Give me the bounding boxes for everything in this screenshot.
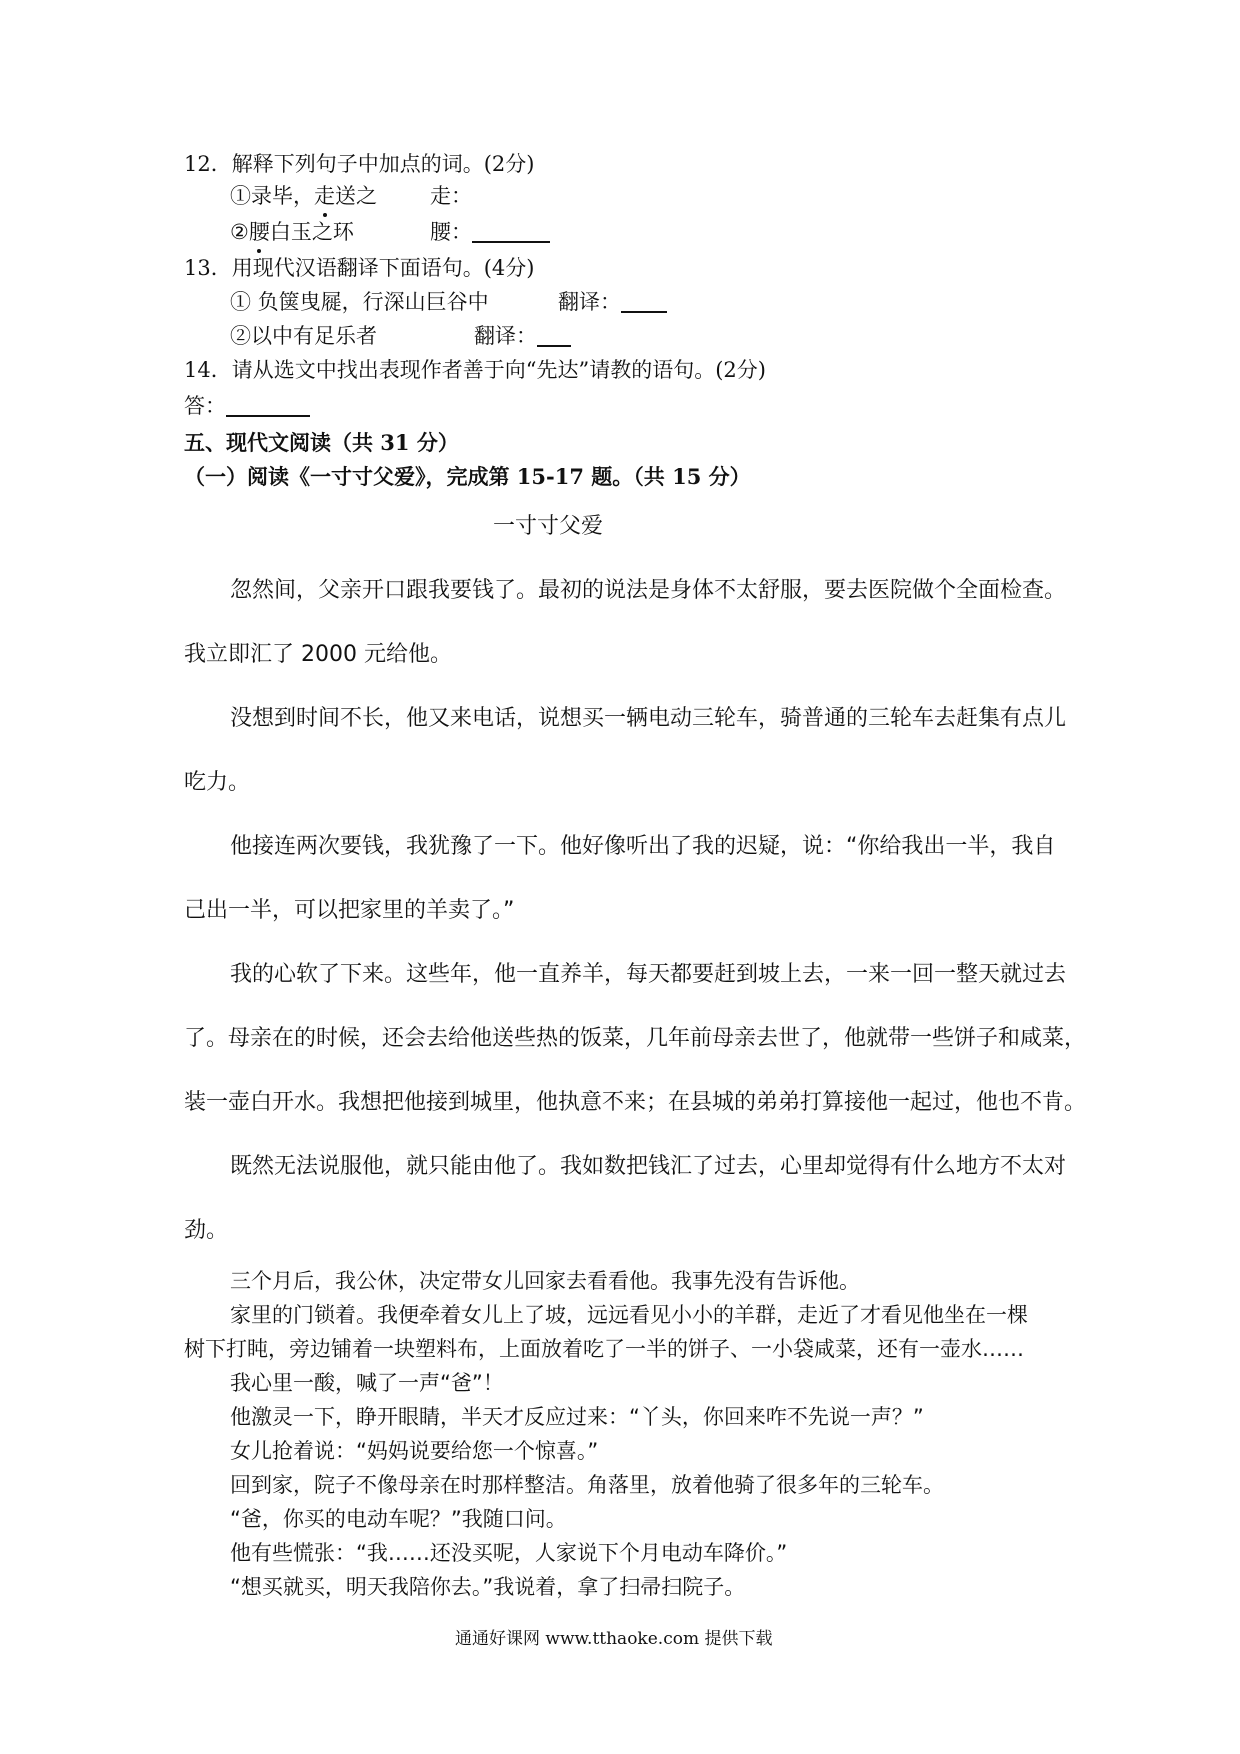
q12-item2-label: 腰： — [430, 220, 472, 244]
section-subheading: （一）阅读《一寸寸父爱》，完成第 15-17 题。（共 15 分） — [184, 464, 751, 489]
paragraph-line: 吃力。 — [184, 770, 251, 795]
article-title: 一寸寸父爱 — [493, 514, 604, 539]
paragraph-line: 他有些慌张：“我……还没买呢，人家说下个月电动车降价。” — [230, 1541, 788, 1565]
paragraph-line: “爸，你买的电动车呢？”我随口问。 — [230, 1507, 567, 1531]
q13-item1-label: 翻译： — [558, 290, 621, 314]
paragraph-line: 己出一半，可以把家里的羊卖了。” — [184, 898, 515, 923]
answer-blank[interactable] — [621, 291, 667, 313]
paragraph-line: 了。母亲在的时候，还会去给他送些热的饭菜，几年前母亲去世了，他就带一些饼子和咸菜， — [184, 1026, 1087, 1051]
paragraph-line: 回到家，院子不像母亲在时那样整洁。角落里，放着他骑了很多年的三轮车。 — [230, 1473, 944, 1497]
paragraph-line: 三个月后，我公休，决定带女儿回家去看看他。我事先没有告诉他。 — [230, 1269, 860, 1293]
q14-stem: 14．请从选文中找出表现作者善于向“先达”请教的语句。(2分) — [184, 358, 766, 382]
page-footer: 通通好课网 www.tthaoke.com 提供下载 — [455, 1629, 773, 1649]
q13-item2: ②以中有足乐者 — [230, 324, 377, 348]
q13-item2-answer — [474, 322, 571, 350]
paragraph-line: 忽然间，父亲开口跟我要钱了。最初的说法是身体不太舒服，要去医院做个全面检查。 — [230, 578, 1067, 603]
q14-answer — [184, 392, 310, 420]
answer-blank[interactable] — [537, 325, 571, 347]
q12-item2-dotted-word: 腰 — [249, 218, 270, 246]
paragraph-line: 我立即汇了 2000 元给他。 — [184, 642, 452, 667]
q13-item2-label: 翻译： — [474, 324, 537, 348]
paragraph-line: 他接连两次要钱，我犹豫了一下。他好像听出了我的迟疑，说：“你给我出一半，我自 — [230, 834, 1056, 859]
q12-item1-label: 走： — [430, 184, 472, 208]
paragraph-line: 我心里一酸，喊了一声“爸”！ — [230, 1371, 504, 1395]
paragraph-line: 女儿抢着说：“妈妈说要给您一个惊喜。” — [230, 1439, 599, 1463]
q12-stem: 12．解释下列句子中加点的词。(2分) — [184, 152, 535, 176]
emphasis-dot — [257, 249, 261, 253]
paragraph-line: 他激灵一下，睁开眼睛，半天才反应过来：“丫头，你回来咋不先说一声？” — [230, 1405, 924, 1429]
paragraph-line: “想买就买，明天我陪你去。”我说着，拿了扫帚扫院子。 — [230, 1575, 746, 1599]
q12-item1-dotted-word: 走 — [314, 182, 335, 210]
q12-item1-post: 送之 — [335, 184, 377, 208]
q14-answer-label: 答： — [184, 394, 226, 418]
emphasis-dot — [323, 213, 327, 217]
paragraph-line: 既然无法说服他，就只能由他了。我如数把钱汇了过去，心里却觉得有什么地方不太对 — [230, 1154, 1067, 1179]
q12-item2-pre: ② — [230, 220, 249, 244]
q12-item1-pre: ①录毕， — [230, 184, 314, 208]
answer-blank[interactable] — [472, 221, 550, 243]
q13-item1-answer — [558, 288, 667, 316]
paragraph-line: 劲。 — [184, 1218, 229, 1243]
answer-blank[interactable] — [226, 395, 310, 417]
q12-item2-post: 白玉之环 — [269, 220, 354, 244]
paragraph-line: 家里的门锁着。我便牵着女儿上了坡，远远看见小小的羊群，走近了才看见他坐在一棵 — [230, 1303, 1028, 1327]
q12-item2-answer — [430, 218, 550, 246]
paragraph-line: 装一壶白开水。我想把他接到城里，他执意不来；在县城的弟弟打算接他一起过，他也不肯。 — [184, 1090, 1087, 1115]
paragraph-line: 我的心软了下来。这些年，他一直养羊，每天都要赶到坡上去，一来一回一整天就过去 — [230, 962, 1067, 987]
q13-stem: 13．用现代汉语翻译下面语句。(4分) — [184, 256, 535, 280]
q12-item2 — [230, 218, 354, 246]
paragraph-line: 树下打盹，旁边铺着一块塑料布，上面放着吃了一半的饼子、一小袋咸菜，还有一壶水…… — [184, 1337, 1024, 1361]
q12-item1 — [230, 182, 377, 210]
q13-item1: ① 负箧曳屣，行深山巨谷中 — [230, 290, 489, 314]
section-heading: 五、现代文阅读（共 31 分） — [184, 430, 459, 455]
paragraph-line: 没想到时间不长，他又来电话，说想买一辆电动三轮车，骑普通的三轮车去赶集有点儿 — [230, 706, 1067, 731]
